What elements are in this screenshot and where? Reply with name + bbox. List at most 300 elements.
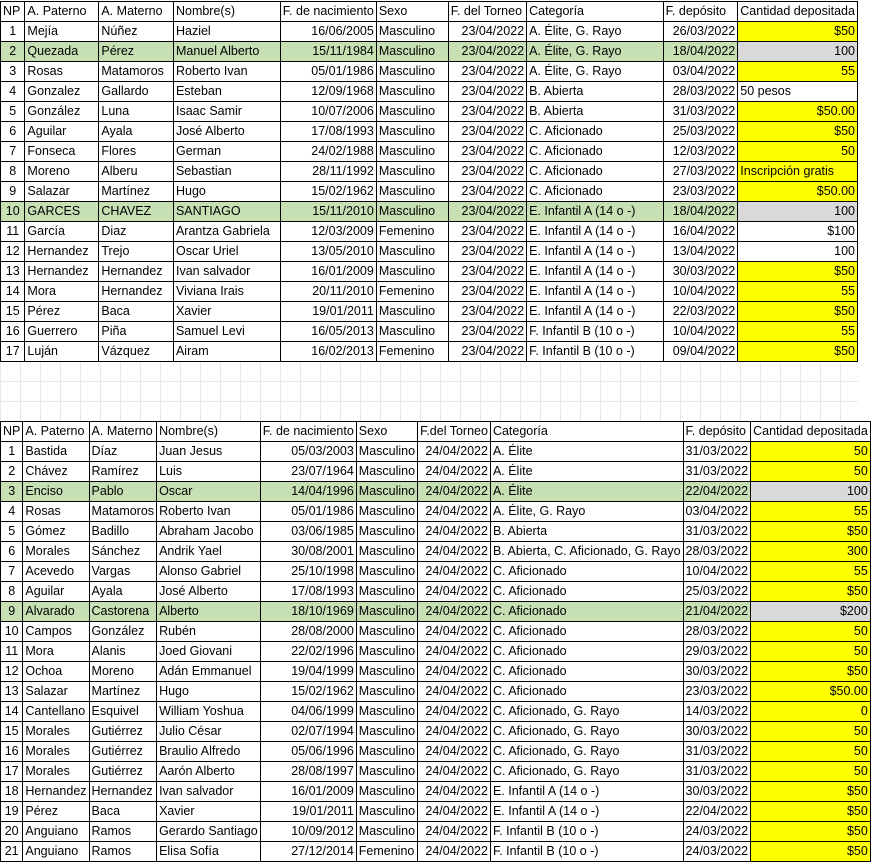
cell-apellido-paterno[interactable]: Morales [23,722,89,742]
cell-fecha-torneo[interactable]: 24/04/2022 [418,762,491,782]
cell-fecha-nacimiento[interactable]: 12/09/1968 [280,82,376,102]
cell-nombres[interactable]: Rubén [157,622,261,642]
header-apellido-paterno[interactable]: A. Paterno [25,2,99,22]
cell-apellido-materno[interactable]: Ramos [89,822,157,842]
cell-apellido-paterno[interactable]: Morales [23,542,89,562]
table-row[interactable] [1,662,871,682]
cell-fecha-torneo[interactable]: 24/04/2022 [418,822,491,842]
cell-fecha-nacimiento[interactable]: 10/07/2006 [280,102,376,122]
cell-apellido-paterno[interactable]: Chávez [23,462,89,482]
cell-fecha-nacimiento[interactable]: 30/08/2001 [260,542,356,562]
cell-nombres[interactable]: William Yoshua [157,702,261,722]
table-row[interactable] [1,762,871,782]
cell-fecha-deposito[interactable]: 28/03/2022 [683,542,751,562]
cell-fecha-nacimiento[interactable]: 27/12/2014 [260,842,356,862]
cell-nombres[interactable]: Alberto [157,602,261,622]
table-row[interactable] [1,202,858,222]
cell-categoria[interactable]: C. Aficionado, G. Rayo [490,702,683,722]
cell-apellido-materno[interactable]: Vázquez [99,342,174,362]
table-row[interactable] [1,262,858,282]
cell-nombres[interactable]: Xavier [173,302,280,322]
cell-np[interactable]: 5 [1,102,25,122]
cell-categoria[interactable]: A. Élite, G. Rayo [527,22,664,42]
cell-apellido-materno[interactable]: Ramos [89,842,157,862]
cell-apellido-materno[interactable]: Ayala [89,582,157,602]
table-row[interactable] [1,502,871,522]
cell-fecha-torneo[interactable]: 23/04/2022 [448,102,526,122]
header-cantidad[interactable]: Cantidad depositada [751,422,871,442]
cell-apellido-materno[interactable]: Martínez [99,182,174,202]
cell-categoria[interactable]: F. Infantil B (10 o -) [527,322,664,342]
cell-apellido-paterno[interactable]: Cantellano [23,702,89,722]
cell-apellido-materno[interactable]: Gutiérrez [89,742,157,762]
cell-apellido-paterno[interactable]: Salazar [25,182,99,202]
cell-fecha-deposito[interactable]: 29/03/2022 [683,642,751,662]
cell-apellido-paterno[interactable]: Morales [23,762,89,782]
cell-cantidad[interactable]: 50 [751,442,871,462]
cell-fecha-deposito[interactable]: 09/04/2022 [663,342,738,362]
cell-np[interactable]: 11 [1,642,23,662]
cell-fecha-nacimiento[interactable]: 28/08/1997 [260,762,356,782]
table-row[interactable] [1,562,871,582]
header-sexo[interactable]: Sexo [356,422,417,442]
cell-nombres[interactable]: Joed Giovani [157,642,261,662]
cell-fecha-nacimiento[interactable]: 19/01/2011 [280,302,376,322]
cell-fecha-deposito[interactable]: 13/04/2022 [663,242,738,262]
cell-fecha-torneo[interactable]: 24/04/2022 [418,502,491,522]
cell-categoria[interactable]: B. Abierta [527,102,664,122]
cell-cantidad[interactable]: $50 [751,822,871,842]
cell-fecha-torneo[interactable]: 24/04/2022 [418,682,491,702]
cell-sexo[interactable]: Masculino [376,82,448,102]
cell-categoria[interactable]: C. Aficionado [527,162,664,182]
cell-fecha-nacimiento[interactable]: 05/06/1996 [260,742,356,762]
cell-np[interactable]: 18 [1,782,23,802]
cell-cantidad[interactable]: 50 [751,722,871,742]
cell-fecha-nacimiento[interactable]: 20/11/2010 [280,282,376,302]
header-fecha-deposito[interactable]: F. depósito [663,2,738,22]
cell-fecha-deposito[interactable]: 22/04/2022 [683,482,751,502]
table-row[interactable] [1,62,858,82]
cell-apellido-paterno[interactable]: Anguiano [23,842,89,862]
cell-cantidad[interactable]: Inscripción gratis [738,162,858,182]
cell-np[interactable]: 6 [1,542,23,562]
cell-apellido-materno[interactable]: Vargas [89,562,157,582]
cell-np[interactable]: 7 [1,142,25,162]
cell-categoria[interactable]: C. Aficionado [527,142,664,162]
cell-cantidad[interactable]: $50 [751,782,871,802]
cell-fecha-torneo[interactable]: 24/04/2022 [418,482,491,502]
cell-np[interactable]: 8 [1,162,25,182]
cell-sexo[interactable]: Masculino [356,582,417,602]
header-nombres[interactable]: Nombre(s) [157,422,261,442]
cell-apellido-materno[interactable]: Díaz [89,442,157,462]
cell-cantidad[interactable]: 55 [751,562,871,582]
cell-apellido-materno[interactable]: Sánchez [89,542,157,562]
cell-categoria[interactable]: E. Infantil A (14 o -) [490,802,683,822]
cell-fecha-nacimiento[interactable]: 13/05/2010 [280,242,376,262]
cell-np[interactable]: 9 [1,182,25,202]
table-row[interactable] [1,622,871,642]
cell-fecha-nacimiento[interactable]: 25/10/1998 [260,562,356,582]
cell-cantidad[interactable]: $50 [738,342,858,362]
table-row[interactable] [1,322,858,342]
cell-fecha-torneo[interactable]: 24/04/2022 [418,742,491,762]
cell-cantidad[interactable]: 50 pesos [738,82,858,102]
cell-sexo[interactable]: Masculino [356,822,417,842]
cell-np[interactable]: 15 [1,722,23,742]
cell-sexo[interactable]: Femenino [376,342,448,362]
cell-np[interactable]: 11 [1,222,25,242]
cell-fecha-torneo[interactable]: 23/04/2022 [448,202,526,222]
cell-nombres[interactable]: José Alberto [157,582,261,602]
cell-fecha-nacimiento[interactable]: 18/10/1969 [260,602,356,622]
cell-categoria[interactable]: A. Élite [490,482,683,502]
cell-np[interactable]: 14 [1,282,25,302]
cell-fecha-torneo[interactable]: 23/04/2022 [448,22,526,42]
cell-apellido-paterno[interactable]: Quezada [25,42,99,62]
cell-apellido-materno[interactable]: CHAVEZ [99,202,174,222]
cell-apellido-materno[interactable]: Flores [99,142,174,162]
cell-fecha-torneo[interactable]: 23/04/2022 [448,62,526,82]
cell-nombres[interactable]: Andrik Yael [157,542,261,562]
cell-np[interactable]: 10 [1,202,25,222]
cell-sexo[interactable]: Masculino [356,442,417,462]
cell-apellido-materno[interactable]: Baca [89,802,157,822]
cell-fecha-deposito[interactable]: 25/03/2022 [683,582,751,602]
cell-np[interactable]: 13 [1,262,25,282]
cell-nombres[interactable]: Ivan salvador [157,782,261,802]
cell-categoria[interactable]: E. Infantil A (14 o -) [527,262,664,282]
header-fecha-nacimiento[interactable]: F. de nacimiento [280,2,376,22]
cell-cantidad[interactable]: $200 [751,602,871,622]
cell-fecha-deposito[interactable]: 03/04/2022 [663,62,738,82]
cell-apellido-paterno[interactable]: Campos [23,622,89,642]
cell-fecha-torneo[interactable]: 24/04/2022 [418,702,491,722]
cell-np[interactable]: 19 [1,802,23,822]
cell-apellido-paterno[interactable]: Gonzalez [25,82,99,102]
cell-np[interactable]: 20 [1,822,23,842]
header-sexo[interactable]: Sexo [376,2,448,22]
table-row[interactable] [1,822,871,842]
cell-nombres[interactable]: Airam [173,342,280,362]
cell-fecha-deposito[interactable]: 28/03/2022 [683,622,751,642]
table-row[interactable] [1,282,858,302]
cell-apellido-materno[interactable]: Moreno [89,662,157,682]
cell-nombres[interactable]: Roberto Ivan [173,62,280,82]
table-row[interactable] [1,182,858,202]
cell-cantidad[interactable]: 55 [738,62,858,82]
cell-fecha-deposito[interactable]: 10/04/2022 [663,322,738,342]
cell-fecha-deposito[interactable]: 12/03/2022 [663,142,738,162]
cell-nombres[interactable]: Abraham Jacobo [157,522,261,542]
cell-fecha-nacimiento[interactable]: 03/06/1985 [260,522,356,542]
cell-apellido-materno[interactable]: Ayala [99,122,174,142]
cell-fecha-torneo[interactable]: 24/04/2022 [418,622,491,642]
cell-np[interactable]: 12 [1,662,23,682]
cell-fecha-deposito[interactable]: 30/03/2022 [683,662,751,682]
header-fecha-nacimiento[interactable]: F. de nacimiento [260,422,356,442]
table-row[interactable] [1,122,858,142]
cell-fecha-deposito[interactable]: 23/03/2022 [663,182,738,202]
cell-cantidad[interactable]: $50 [738,22,858,42]
cell-fecha-torneo[interactable]: 24/04/2022 [418,662,491,682]
cell-fecha-nacimiento[interactable]: 02/07/1994 [260,722,356,742]
cell-fecha-deposito[interactable]: 31/03/2022 [683,762,751,782]
cell-nombres[interactable]: Aarón Alberto [157,762,261,782]
cell-apellido-materno[interactable]: Luna [99,102,174,122]
cell-nombres[interactable]: Adán Emmanuel [157,662,261,682]
cell-apellido-materno[interactable]: Pérez [99,42,174,62]
cell-apellido-materno[interactable]: Hernandez [99,282,174,302]
cell-fecha-nacimiento[interactable]: 16/01/2009 [260,782,356,802]
cell-cantidad[interactable]: $50 [751,802,871,822]
cell-categoria[interactable]: E. Infantil A (14 o -) [527,242,664,262]
cell-sexo[interactable]: Masculino [356,742,417,762]
cell-cantidad[interactable]: 55 [738,282,858,302]
cell-np[interactable]: 12 [1,242,25,262]
cell-apellido-materno[interactable]: Núñez [99,22,174,42]
cell-fecha-torneo[interactable]: 23/04/2022 [448,162,526,182]
cell-apellido-materno[interactable]: Gutiérrez [89,762,157,782]
cell-apellido-paterno[interactable]: Ochoa [23,662,89,682]
cell-cantidad[interactable]: 50 [751,622,871,642]
table-row[interactable] [1,442,871,462]
cell-nombres[interactable]: Oscar Uriel [173,242,280,262]
cell-fecha-deposito[interactable]: 22/04/2022 [683,802,751,822]
cell-sexo[interactable]: Masculino [376,102,448,122]
cell-sexo[interactable]: Masculino [376,302,448,322]
cell-apellido-paterno[interactable]: Alvarado [23,602,89,622]
cell-fecha-torneo[interactable]: 24/04/2022 [418,642,491,662]
cell-nombres[interactable]: Elisa Sofía [157,842,261,862]
cell-categoria[interactable]: C. Aficionado [490,582,683,602]
cell-fecha-torneo[interactable]: 24/04/2022 [418,602,491,622]
cell-fecha-nacimiento[interactable]: 12/03/2009 [280,222,376,242]
cell-fecha-torneo[interactable]: 24/04/2022 [418,562,491,582]
cell-fecha-deposito[interactable]: 31/03/2022 [683,522,751,542]
cell-categoria[interactable]: C. Aficionado [490,622,683,642]
cell-sexo[interactable]: Masculino [356,702,417,722]
cell-apellido-materno[interactable]: Trejo [99,242,174,262]
cell-categoria[interactable]: F. Infantil B (10 o -) [490,822,683,842]
table-row[interactable] [1,162,858,182]
cell-sexo[interactable]: Masculino [376,202,448,222]
cell-apellido-paterno[interactable]: Salazar [23,682,89,702]
cell-apellido-materno[interactable]: Alberu [99,162,174,182]
cell-sexo[interactable]: Masculino [356,782,417,802]
table-row[interactable] [1,522,871,542]
cell-categoria[interactable]: F. Infantil B (10 o -) [527,342,664,362]
cell-apellido-materno[interactable]: Pablo [89,482,157,502]
cell-nombres[interactable]: Manuel Alberto [173,42,280,62]
cell-sexo[interactable]: Masculino [376,42,448,62]
cell-fecha-deposito[interactable]: 31/03/2022 [683,742,751,762]
cell-fecha-torneo[interactable]: 23/04/2022 [448,262,526,282]
cell-fecha-torneo[interactable]: 24/04/2022 [418,802,491,822]
cell-apellido-materno[interactable]: Alanis [89,642,157,662]
header-cantidad[interactable]: Cantidad depositada [738,2,858,22]
cell-sexo[interactable]: Masculino [376,322,448,342]
cell-categoria[interactable]: C. Aficionado, G. Rayo [490,742,683,762]
cell-apellido-paterno[interactable]: Rosas [25,62,99,82]
table-row[interactable] [1,802,871,822]
cell-fecha-torneo[interactable]: 23/04/2022 [448,242,526,262]
cell-sexo[interactable]: Masculino [376,242,448,262]
cell-apellido-paterno[interactable]: Hernandez [23,782,89,802]
cell-nombres[interactable]: Braulio Alfredo [157,742,261,762]
cell-sexo[interactable]: Femenino [376,222,448,242]
cell-cantidad[interactable]: $50.00 [738,182,858,202]
header-fecha-deposito[interactable]: F. depósito [683,422,751,442]
cell-nombres[interactable]: Xavier [157,802,261,822]
cell-fecha-nacimiento[interactable]: 17/08/1993 [260,582,356,602]
cell-np[interactable]: 15 [1,302,25,322]
cell-cantidad[interactable]: $50 [751,522,871,542]
cell-categoria[interactable]: B. Abierta [490,522,683,542]
cell-categoria[interactable]: C. Aficionado [490,662,683,682]
cell-sexo[interactable]: Masculino [376,22,448,42]
cell-nombres[interactable]: Luis [157,462,261,482]
cell-apellido-paterno[interactable]: Mejía [25,22,99,42]
table-row[interactable] [1,602,871,622]
cell-fecha-deposito[interactable]: 30/03/2022 [683,722,751,742]
cell-np[interactable]: 10 [1,622,23,642]
cell-cantidad[interactable]: $100 [738,222,858,242]
cell-sexo[interactable]: Masculino [356,722,417,742]
table-row[interactable] [1,102,858,122]
cell-np[interactable]: 1 [1,22,25,42]
table-row[interactable] [1,462,871,482]
cell-apellido-materno[interactable]: Diaz [99,222,174,242]
cell-apellido-materno[interactable]: Badillo [89,522,157,542]
cell-fecha-deposito[interactable]: 10/04/2022 [683,562,751,582]
cell-apellido-materno[interactable]: Gallardo [99,82,174,102]
cell-nombres[interactable]: Haziel [173,22,280,42]
cell-fecha-nacimiento[interactable]: 15/02/1962 [280,182,376,202]
cell-categoria[interactable]: F. Infantil B (10 o -) [490,842,683,862]
cell-apellido-materno[interactable]: Hernandez [89,782,157,802]
cell-fecha-deposito[interactable]: 31/03/2022 [683,462,751,482]
table-row[interactable] [1,742,871,762]
cell-fecha-nacimiento[interactable]: 23/07/1964 [260,462,356,482]
cell-categoria[interactable]: C. Aficionado [490,642,683,662]
cell-nombres[interactable]: Roberto Ivan [157,502,261,522]
cell-nombres[interactable]: German [173,142,280,162]
cell-cantidad[interactable]: 100 [738,242,858,262]
table-row[interactable] [1,642,871,662]
cell-cantidad[interactable]: $50.00 [751,682,871,702]
cell-fecha-deposito[interactable]: 18/04/2022 [663,42,738,62]
cell-fecha-torneo[interactable]: 24/04/2022 [418,542,491,562]
cell-nombres[interactable]: Viviana Irais [173,282,280,302]
cell-categoria[interactable]: C. Aficionado, G. Rayo [490,722,683,742]
cell-nombres[interactable]: Juan Jesus [157,442,261,462]
cell-apellido-paterno[interactable]: Guerrero [25,322,99,342]
cell-fecha-deposito[interactable]: 30/03/2022 [663,262,738,282]
cell-fecha-deposito[interactable]: 25/03/2022 [663,122,738,142]
cell-np[interactable]: 17 [1,342,25,362]
cell-apellido-paterno[interactable]: GARCES [25,202,99,222]
cell-cantidad[interactable]: 55 [751,502,871,522]
cell-fecha-nacimiento[interactable]: 15/11/2010 [280,202,376,222]
cell-apellido-materno[interactable]: Baca [99,302,174,322]
cell-np[interactable]: 2 [1,42,25,62]
cell-sexo[interactable]: Femenino [356,842,417,862]
cell-apellido-materno[interactable]: Castorena [89,602,157,622]
header-apellido-paterno[interactable]: A. Paterno [23,422,89,442]
cell-fecha-nacimiento[interactable]: 14/04/1996 [260,482,356,502]
table-row[interactable] [1,722,871,742]
cell-apellido-materno[interactable]: Matamoros [99,62,174,82]
header-categoria[interactable]: Categoría [527,2,664,22]
cell-sexo[interactable]: Masculino [356,462,417,482]
cell-categoria[interactable]: A. Élite [490,462,683,482]
cell-fecha-torneo[interactable]: 23/04/2022 [448,182,526,202]
cell-fecha-nacimiento[interactable]: 28/08/2000 [260,622,356,642]
table-row[interactable] [1,482,871,502]
cell-sexo[interactable]: Masculino [376,62,448,82]
cell-apellido-materno[interactable]: Piña [99,322,174,342]
cell-sexo[interactable]: Masculino [376,182,448,202]
cell-sexo[interactable]: Masculino [356,602,417,622]
cell-np[interactable]: 21 [1,842,23,862]
cell-fecha-torneo[interactable]: 23/04/2022 [448,322,526,342]
cell-nombres[interactable]: Alonso Gabriel [157,562,261,582]
cell-fecha-torneo[interactable]: 24/04/2022 [418,842,491,862]
cell-fecha-deposito[interactable]: 03/04/2022 [683,502,751,522]
cell-fecha-torneo[interactable]: 23/04/2022 [448,42,526,62]
cell-fecha-nacimiento[interactable]: 15/02/1962 [260,682,356,702]
cell-fecha-deposito[interactable]: 30/03/2022 [683,782,751,802]
cell-sexo[interactable]: Masculino [356,622,417,642]
cell-apellido-paterno[interactable]: Aguilar [25,122,99,142]
cell-sexo[interactable]: Masculino [356,562,417,582]
cell-np[interactable]: 4 [1,502,23,522]
cell-fecha-nacimiento[interactable]: 15/11/1984 [280,42,376,62]
cell-categoria[interactable]: B. Abierta [527,82,664,102]
cell-apellido-paterno[interactable]: Moreno [25,162,99,182]
table-row[interactable] [1,142,858,162]
cell-sexo[interactable]: Masculino [356,802,417,822]
cell-nombres[interactable]: Isaac Samir [173,102,280,122]
cell-categoria[interactable]: A. Élite, G. Rayo [490,502,683,522]
table-row[interactable] [1,222,858,242]
cell-fecha-deposito[interactable]: 21/04/2022 [683,602,751,622]
cell-nombres[interactable]: Sebastian [173,162,280,182]
cell-sexo[interactable]: Masculino [376,262,448,282]
cell-apellido-paterno[interactable]: Gómez [23,522,89,542]
cell-fecha-deposito[interactable]: 31/03/2022 [663,102,738,122]
cell-fecha-deposito[interactable]: 31/03/2022 [683,442,751,462]
cell-cantidad[interactable]: 50 [738,142,858,162]
cell-apellido-materno[interactable]: Martínez [89,682,157,702]
cell-apellido-paterno[interactable]: Mora [23,642,89,662]
cell-cantidad[interactable]: 50 [751,742,871,762]
cell-fecha-nacimiento[interactable]: 16/02/2013 [280,342,376,362]
cell-fecha-deposito[interactable]: 22/03/2022 [663,302,738,322]
cell-apellido-paterno[interactable]: Aguilar [23,582,89,602]
cell-fecha-deposito[interactable]: 24/03/2022 [683,842,751,862]
cell-fecha-deposito[interactable]: 10/04/2022 [663,282,738,302]
cell-fecha-nacimiento[interactable]: 05/01/1986 [260,502,356,522]
cell-fecha-torneo[interactable]: 23/04/2022 [448,82,526,102]
cell-apellido-paterno[interactable]: García [25,222,99,242]
cell-apellido-paterno[interactable]: Bastida [23,442,89,462]
cell-sexo[interactable]: Masculino [356,642,417,662]
table-row[interactable] [1,302,858,322]
cell-np[interactable]: 7 [1,562,23,582]
